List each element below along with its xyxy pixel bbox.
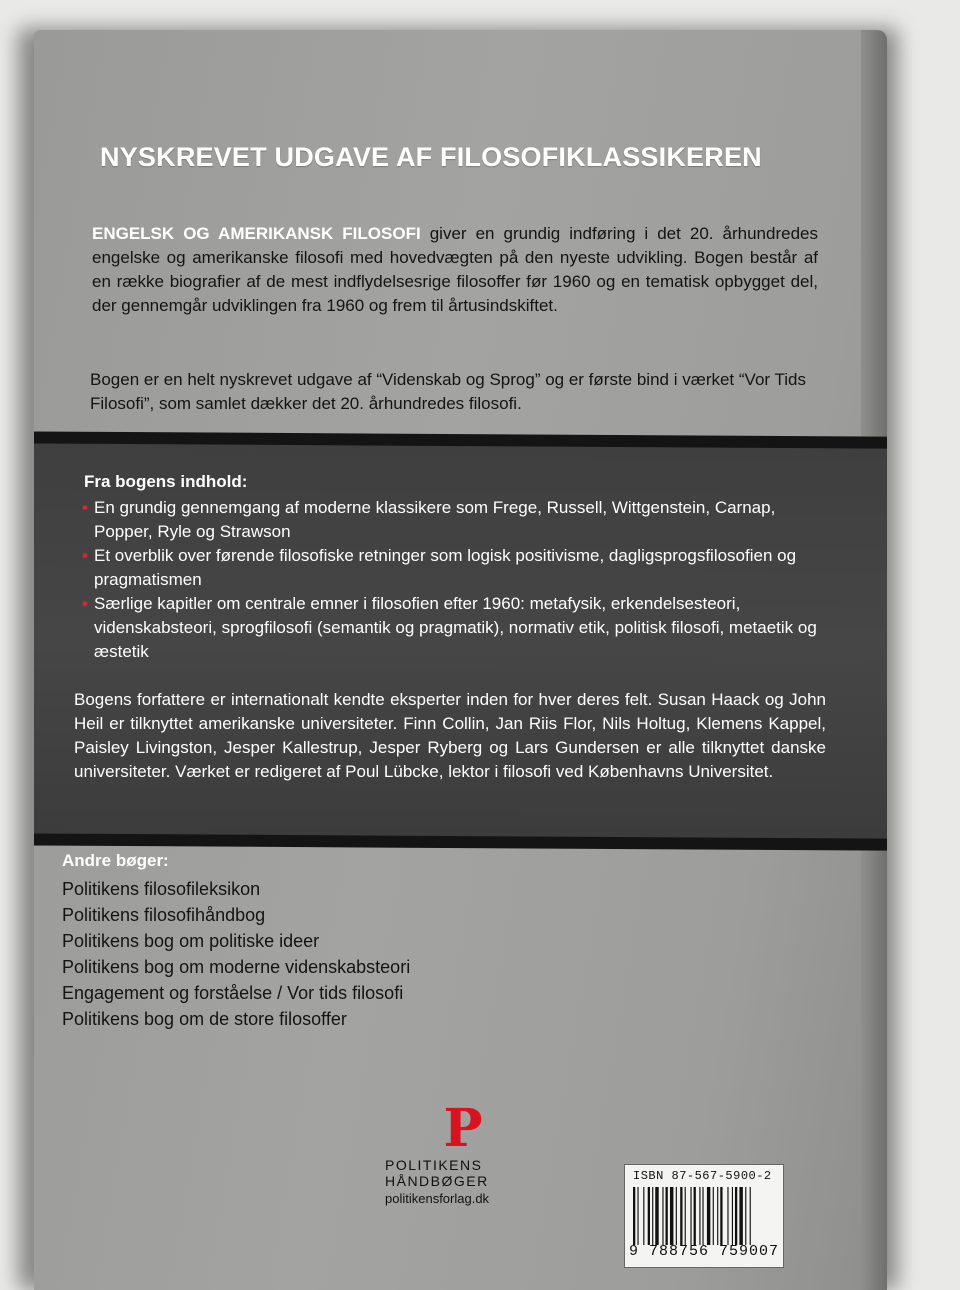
barcode-bar xyxy=(643,1187,644,1245)
intro-body: giver en grundig indføring i det 20. århundredes engelske og amerikanske filosofi med hovedvægten på den nyeste udvikling. Bogen består af en række biografier af de mest indflydelsesrige filosoffer før 1960 og en tematisk opbygget del, der gennemgår udviklingen fra 1960 og frem til årtusindskiftet. xyxy=(92,224,818,315)
intro-second-paragraph: Bogen er en helt nyskrevet udgave af “Videnskab og Sprog” og er første bind i værket “Vor Tids Filosofi”, som samlet dækker det 20. århundredes filosofi. xyxy=(90,370,806,413)
contents-item xyxy=(84,592,824,664)
contents-section xyxy=(84,470,824,664)
intro-lead-title: ENGELSK OG AMERIKANSK FILOSOFI xyxy=(92,224,421,243)
barcode-bar xyxy=(676,1187,677,1245)
ean-number: 9 788756 759007 xyxy=(629,1243,780,1260)
barcode-bar xyxy=(699,1187,700,1245)
other-book-item: Politikens filosofihåndbog xyxy=(62,905,266,925)
other-books-section xyxy=(62,848,662,1032)
other-book-item: Politikens filosofileksikon xyxy=(62,879,261,899)
publisher-name-line2: HÅNDBØGER xyxy=(385,1173,489,1189)
barcode-bar xyxy=(666,1187,668,1245)
other-books-heading: Andre bøger: xyxy=(62,851,169,870)
intro-paragraph xyxy=(92,222,818,318)
publisher-logo-letter: P xyxy=(443,1104,483,1152)
barcode-bar xyxy=(702,1187,703,1245)
contents-item xyxy=(84,544,824,592)
publisher-p-logo-icon xyxy=(443,1104,483,1152)
bullet-icon: • xyxy=(82,546,88,565)
barcode-bar xyxy=(727,1187,728,1245)
barcode-bar xyxy=(670,1187,673,1245)
barcode-label xyxy=(624,1164,784,1268)
other-book-item: Politikens bog om politiske ideer xyxy=(62,931,320,951)
barcode-bar xyxy=(745,1187,746,1245)
book-back-cover xyxy=(34,30,887,1290)
barcode-bar xyxy=(655,1187,658,1245)
contents-item-text: Særlige kapitler om centrale emner i filosofien efter 1960: metafysik, erkendelsesteori, videnskabsteori, sprogfilosofi (semantik og pragmatik), normativ etik, politisk filosofi, metaetik og æstetik xyxy=(94,594,817,661)
barcode-bar xyxy=(717,1187,718,1245)
contents-heading: Fra bogens indhold: xyxy=(84,472,248,491)
bullet-icon: • xyxy=(82,594,88,613)
contents-item-text: En grundig gennemgang af moderne klassikere som Frege, Russell, Wittgenstein, Carnap, Popper, Ryle og Strawson xyxy=(94,498,776,541)
barcode-bar xyxy=(648,1187,650,1245)
other-books-list xyxy=(62,876,662,1032)
barcode-bar xyxy=(633,1187,635,1245)
isbn-number: ISBN 87-567-5900-2 xyxy=(633,1169,772,1183)
barcode-bar xyxy=(707,1187,710,1245)
other-book-item: Politikens bog om moderne videnskabsteori xyxy=(62,957,411,977)
publisher-name-line1: POLITIKENS xyxy=(385,1157,483,1173)
barcode-icon xyxy=(633,1187,775,1245)
contents-item-text: Et overblik over førende filosofiske retninger som logisk positivisme, dagligsprogsfilosofien og pragmatismen xyxy=(94,546,797,589)
other-book-item: Engagement og forståelse / Vor tids filosofi xyxy=(62,983,404,1003)
barcode-bar xyxy=(750,1187,751,1245)
publisher-logo xyxy=(385,1104,535,1206)
publisher-url: politikensforlag.dk xyxy=(385,1191,490,1206)
contents-item xyxy=(84,496,824,544)
barcode-bar xyxy=(735,1187,737,1245)
barcode-bar xyxy=(732,1187,733,1245)
barcode-bar xyxy=(652,1187,653,1245)
barcode-bar xyxy=(680,1187,682,1245)
bullet-icon: • xyxy=(82,498,88,517)
barcode-bar xyxy=(720,1187,722,1245)
barcode-bar xyxy=(739,1187,742,1245)
cover-headline: NYSKREVET UDGAVE AF FILOSOFIKLASSIKEREN xyxy=(100,142,762,172)
barcode-bar xyxy=(637,1187,638,1245)
contents-list xyxy=(84,496,824,664)
authors-paragraph: Bogens forfattere er internationalt kendte eksperter inden for hver deres felt. Susan Haack og John Heil er tilknyttet amerikanske universiteter. Finn Collin, Jan Riis Flor, Nils Holtug, Klemens Kappel, Paisley Livingston, Jesper Kallestrup, Jesper Ryberg og Lars Gundersen er alle tilknyttet danske universiteter. Værket er redigeret af Poul Lübcke, lektor i filosofi ved Københavns Universitet. xyxy=(74,690,826,781)
barcode-bar xyxy=(694,1187,696,1245)
other-book-item: Politikens bog om de store filosoffer xyxy=(62,1009,347,1029)
barcode-bar xyxy=(662,1187,663,1245)
barcode-bar xyxy=(685,1187,686,1245)
barcode-bar xyxy=(690,1187,691,1245)
barcode-bar xyxy=(713,1187,714,1245)
